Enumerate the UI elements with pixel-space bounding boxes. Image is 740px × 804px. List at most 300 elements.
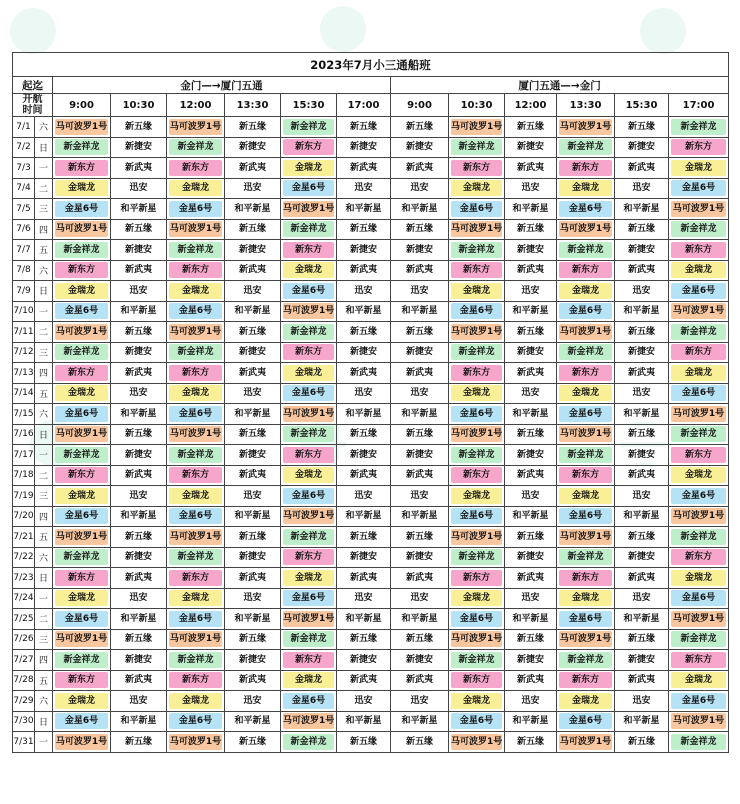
ship-name: 金星6号 (559, 508, 612, 524)
ship-name: 新武夷 (113, 160, 164, 176)
ship-name: 金瑞龙 (671, 365, 726, 381)
ferry-cell (281, 732, 337, 753)
ferry-cell (225, 568, 281, 589)
ferry-cell (391, 342, 449, 363)
ferry-cell (225, 609, 281, 630)
departure-time-header: 13:30 (557, 94, 615, 117)
ship-name: 和平新星 (507, 713, 554, 729)
ferry-cell (557, 178, 615, 199)
ship-name: 新五缘 (393, 324, 446, 340)
ship-name: 新东方 (55, 570, 108, 586)
ship-name: 新武夷 (507, 365, 554, 381)
ship-name: 马可波罗1号 (169, 221, 222, 237)
ferry-cell (111, 465, 167, 486)
ship-name: 和平新星 (393, 611, 446, 627)
ferry-cell (225, 137, 281, 158)
ship-name: 金星6号 (671, 693, 726, 709)
ferry-cell (281, 629, 337, 650)
ferry-cell (281, 404, 337, 425)
ship-name: 新金祥龙 (671, 119, 726, 135)
ship-name: 马可波罗1号 (169, 734, 222, 750)
ferry-cell (281, 322, 337, 343)
ship-name: 新武夷 (339, 672, 388, 688)
ferry-cell (281, 547, 337, 568)
schedule-row (13, 732, 729, 753)
ship-name: 和平新星 (617, 201, 666, 217)
ship-name: 迅安 (507, 180, 554, 196)
ship-name: 迅安 (617, 693, 666, 709)
ferry-cell (225, 486, 281, 507)
ferry-cell (53, 260, 111, 281)
ship-name: 新金祥龙 (55, 549, 108, 565)
ship-name: 新金祥龙 (283, 529, 334, 545)
date-cell: 7/13 (13, 363, 35, 384)
ferry-cell (557, 527, 615, 548)
ship-name: 新捷安 (113, 139, 164, 155)
ferry-cell (391, 445, 449, 466)
ship-name: 新金祥龙 (283, 734, 334, 750)
ship-name: 新武夷 (507, 672, 554, 688)
ferry-cell (615, 424, 669, 445)
ship-name: 新金祥龙 (671, 324, 726, 340)
ferry-cell (281, 158, 337, 179)
ship-name: 新五缘 (113, 119, 164, 135)
ferry-cell (281, 363, 337, 384)
ship-name: 迅安 (393, 693, 446, 709)
ferry-cell (53, 711, 111, 732)
ferry-cell (505, 301, 557, 322)
ship-name: 金瑞龙 (55, 180, 108, 196)
departure-time-header: 17:00 (337, 94, 391, 117)
ship-name: 新武夷 (507, 570, 554, 586)
ferry-cell (281, 609, 337, 630)
ship-name: 新金祥龙 (451, 344, 502, 360)
ferry-cell (669, 301, 729, 322)
ferry-cell (53, 424, 111, 445)
ferry-cell (111, 711, 167, 732)
ship-name: 马可波罗1号 (55, 734, 108, 750)
ship-name: 和平新星 (507, 201, 554, 217)
ship-name: 新武夷 (227, 570, 278, 586)
ferry-cell (391, 711, 449, 732)
ship-name: 新捷安 (113, 344, 164, 360)
ferry-cell (167, 424, 225, 445)
schedule-row (13, 383, 729, 404)
ferry-cell (615, 137, 669, 158)
ship-name: 新金祥龙 (169, 652, 222, 668)
ferry-cell (505, 137, 557, 158)
ferry-cell (505, 260, 557, 281)
ferry-cell (337, 137, 391, 158)
ship-name: 新东方 (55, 160, 108, 176)
ferry-cell (615, 240, 669, 261)
ferry-cell (337, 260, 391, 281)
ship-name: 新五缘 (113, 734, 164, 750)
ship-name: 新金祥龙 (55, 242, 108, 258)
ship-name: 新捷安 (507, 447, 554, 463)
ship-name: 新武夷 (507, 160, 554, 176)
ferry-cell (391, 568, 449, 589)
ship-name: 新五缘 (339, 631, 388, 647)
ferry-cell (669, 137, 729, 158)
ferry-cell (505, 465, 557, 486)
ferry-cell (281, 117, 337, 138)
ferry-cell (615, 691, 669, 712)
ship-name: 新金祥龙 (55, 652, 108, 668)
weekday-cell: 三 (35, 486, 53, 507)
ship-name: 金瑞龙 (55, 488, 108, 504)
ferry-cell (557, 670, 615, 691)
ship-name: 新东方 (169, 467, 222, 483)
ship-name: 迅安 (227, 693, 278, 709)
departure-time-header: 13:30 (225, 94, 281, 117)
ship-name: 新金祥龙 (671, 426, 726, 442)
ship-name: 金瑞龙 (283, 262, 334, 278)
ferry-cell (337, 650, 391, 671)
schedule-row (13, 199, 729, 220)
ship-name: 新捷安 (339, 242, 388, 258)
ship-name: 新捷安 (339, 139, 388, 155)
weekday-cell: 二 (35, 322, 53, 343)
ship-name: 新捷安 (393, 344, 446, 360)
ship-name: 新东方 (671, 344, 726, 360)
ship-name: 马可波罗1号 (671, 201, 726, 217)
ship-name: 金星6号 (169, 508, 222, 524)
ferry-cell (167, 588, 225, 609)
ferry-cell (167, 445, 225, 466)
departure-time-header: 9:00 (391, 94, 449, 117)
ship-name: 马可波罗1号 (559, 221, 612, 237)
ship-name: 新捷安 (339, 344, 388, 360)
ferry-cell (615, 568, 669, 589)
ferry-cell (557, 547, 615, 568)
ship-name: 新武夷 (113, 262, 164, 278)
ship-name: 金星6号 (169, 406, 222, 422)
ferry-cell (449, 281, 505, 302)
ferry-cell (615, 609, 669, 630)
schedule-row (13, 158, 729, 179)
ferry-cell (449, 445, 505, 466)
ship-name: 新金祥龙 (559, 447, 612, 463)
ship-name: 新捷安 (617, 549, 666, 565)
ship-name: 金星6号 (671, 488, 726, 504)
ferry-cell (505, 506, 557, 527)
weekday-cell: 三 (35, 342, 53, 363)
weekday-cell: 五 (35, 670, 53, 691)
ship-name: 新捷安 (617, 652, 666, 668)
ferry-cell (281, 486, 337, 507)
date-cell: 7/3 (13, 158, 35, 179)
ship-name: 马可波罗1号 (283, 303, 334, 319)
ferry-cell (669, 158, 729, 179)
page-title: 2023年7月小三通船班 (13, 53, 729, 77)
ferry-cell (281, 219, 337, 240)
ship-name: 新金祥龙 (55, 344, 108, 360)
ship-name: 新金祥龙 (451, 652, 502, 668)
ship-name: 和平新星 (393, 303, 446, 319)
ferry-cell (53, 240, 111, 261)
ship-name: 迅安 (339, 180, 388, 196)
ferry-cell (53, 137, 111, 158)
ferry-cell (615, 506, 669, 527)
ferry-cell (669, 568, 729, 589)
ship-name: 新捷安 (507, 139, 554, 155)
ship-name: 和平新星 (227, 611, 278, 627)
ship-name: 金瑞龙 (283, 570, 334, 586)
ship-name: 新东方 (451, 365, 502, 381)
ferry-cell (449, 732, 505, 753)
ship-name: 新捷安 (339, 549, 388, 565)
date-cell: 7/17 (13, 445, 35, 466)
ferry-cell (669, 424, 729, 445)
ferry-cell (391, 588, 449, 609)
schedule-row (13, 404, 729, 425)
ship-name: 新五缘 (393, 734, 446, 750)
ship-name: 金星6号 (451, 508, 502, 524)
ship-name: 新武夷 (227, 672, 278, 688)
ship-name: 新东方 (451, 570, 502, 586)
date-cell: 7/21 (13, 527, 35, 548)
ship-name: 马可波罗1号 (55, 221, 108, 237)
ship-name: 金星6号 (169, 611, 222, 627)
ship-name: 新五缘 (617, 119, 666, 135)
ship-name: 金瑞龙 (559, 180, 612, 196)
schedule-row (13, 670, 729, 691)
ferry-cell (111, 506, 167, 527)
ship-name: 马可波罗1号 (451, 529, 502, 545)
ship-name: 新金祥龙 (169, 242, 222, 258)
date-cell: 7/9 (13, 281, 35, 302)
ferry-cell (615, 711, 669, 732)
ferry-cell (391, 178, 449, 199)
ship-name: 新捷安 (507, 242, 554, 258)
date-cell: 7/31 (13, 732, 35, 753)
ferry-cell (449, 363, 505, 384)
ferry-cell (505, 383, 557, 404)
ship-name: 新东方 (169, 365, 222, 381)
ferry-cell (53, 178, 111, 199)
ship-name: 金星6号 (451, 303, 502, 319)
weekday-cell: 一 (35, 158, 53, 179)
ship-name: 马可波罗1号 (451, 631, 502, 647)
ferry-cell (669, 240, 729, 261)
ferry-cell (615, 260, 669, 281)
ship-name: 新武夷 (507, 262, 554, 278)
schedule-row (13, 301, 729, 322)
ferry-cell (449, 609, 505, 630)
ferry-cell (615, 158, 669, 179)
ship-name: 和平新星 (339, 611, 388, 627)
ferry-cell (505, 404, 557, 425)
weekday-cell: 一 (35, 732, 53, 753)
weekday-cell: 四 (35, 219, 53, 240)
ferry-cell (225, 260, 281, 281)
ferry-cell (167, 486, 225, 507)
ship-name: 和平新星 (227, 713, 278, 729)
ferry-cell (225, 547, 281, 568)
departure-time-header: 10:30 (449, 94, 505, 117)
watermark-logo (640, 8, 686, 54)
ship-name: 新捷安 (227, 242, 278, 258)
ferry-cell (505, 363, 557, 384)
date-cell: 7/7 (13, 240, 35, 261)
ship-name: 新东方 (559, 262, 612, 278)
ship-name: 金瑞龙 (169, 693, 222, 709)
ferry-cell (669, 281, 729, 302)
ship-name: 马可波罗1号 (283, 713, 334, 729)
ship-name: 金星6号 (559, 713, 612, 729)
ferry-cell (167, 199, 225, 220)
ship-name: 金星6号 (283, 488, 334, 504)
ship-name: 新金祥龙 (671, 631, 726, 647)
ferry-cell (391, 199, 449, 220)
ferry-cell (111, 588, 167, 609)
watermark-logo (320, 6, 366, 52)
ship-name: 新东方 (671, 652, 726, 668)
ferry-cell (615, 301, 669, 322)
ship-name: 马可波罗1号 (559, 631, 612, 647)
ship-name: 新捷安 (113, 652, 164, 668)
ship-name: 金星6号 (559, 611, 612, 627)
ferry-cell (505, 568, 557, 589)
ship-name: 金瑞龙 (559, 590, 612, 606)
ferry-cell (505, 650, 557, 671)
ship-name: 新捷安 (507, 344, 554, 360)
weekday-cell: 三 (35, 629, 53, 650)
ship-name: 金瑞龙 (671, 160, 726, 176)
ferry-cell (615, 322, 669, 343)
ferry-cell (615, 465, 669, 486)
ferry-cell (337, 301, 391, 322)
schedule-row (13, 342, 729, 363)
ferry-cell (449, 547, 505, 568)
date-cell: 7/6 (13, 219, 35, 240)
ferry-cell (449, 240, 505, 261)
schedule-row (13, 178, 729, 199)
ship-name: 马可波罗1号 (55, 119, 108, 135)
ship-name: 金星6号 (451, 713, 502, 729)
ship-name: 新五缘 (227, 221, 278, 237)
ferry-cell (669, 527, 729, 548)
ferry-cell (53, 609, 111, 630)
ferry-cell (337, 342, 391, 363)
ferry-cell (391, 363, 449, 384)
ship-name: 金星6号 (55, 201, 108, 217)
ship-name: 新金祥龙 (451, 242, 502, 258)
ship-name: 新武夷 (113, 467, 164, 483)
ferry-cell (557, 588, 615, 609)
ferry-cell (669, 506, 729, 527)
schedule-row (13, 137, 729, 158)
ferry-cell (557, 281, 615, 302)
ship-name: 新武夷 (507, 467, 554, 483)
ship-name: 金瑞龙 (55, 385, 108, 401)
ferry-cell (111, 178, 167, 199)
ship-name: 新东方 (55, 262, 108, 278)
departure-time-header: 10:30 (111, 94, 167, 117)
ferry-cell (557, 322, 615, 343)
ship-name: 新五缘 (507, 221, 554, 237)
ferry-cell (337, 547, 391, 568)
schedule-row (13, 486, 729, 507)
ship-name: 迅安 (113, 180, 164, 196)
ferry-cell (111, 240, 167, 261)
ferry-cell (167, 178, 225, 199)
date-cell: 7/2 (13, 137, 35, 158)
ship-name: 金瑞龙 (169, 180, 222, 196)
ferry-cell (225, 588, 281, 609)
ship-name: 金星6号 (55, 406, 108, 422)
ferry-cell (449, 219, 505, 240)
ferry-cell (53, 547, 111, 568)
ship-name: 马可波罗1号 (559, 426, 612, 442)
date-cell: 7/24 (13, 588, 35, 609)
ship-name: 新金祥龙 (671, 734, 726, 750)
ferry-cell (669, 260, 729, 281)
ship-name: 新武夷 (227, 365, 278, 381)
ferry-cell (225, 199, 281, 220)
ship-name: 新武夷 (393, 365, 446, 381)
ferry-cell (449, 158, 505, 179)
ferry-cell (281, 342, 337, 363)
schedule-row (13, 322, 729, 343)
ship-name: 金星6号 (283, 590, 334, 606)
ferry-cell (167, 219, 225, 240)
ferry-cell (391, 486, 449, 507)
ferry-cell (53, 322, 111, 343)
ferry-cell (337, 117, 391, 138)
ferry-cell (449, 260, 505, 281)
ferry-cell (281, 199, 337, 220)
ferry-cell (167, 465, 225, 486)
ferry-cell (615, 363, 669, 384)
ferry-cell (53, 363, 111, 384)
ferry-cell (337, 588, 391, 609)
ship-name: 新五缘 (227, 529, 278, 545)
ship-name: 马可波罗1号 (451, 221, 502, 237)
ship-name: 和平新星 (227, 201, 278, 217)
ferry-cell (669, 691, 729, 712)
ferry-cell (615, 199, 669, 220)
ferry-cell (449, 527, 505, 548)
ship-name: 新武夷 (393, 672, 446, 688)
ship-name: 新金祥龙 (671, 221, 726, 237)
ferry-cell (111, 629, 167, 650)
ship-name: 迅安 (227, 283, 278, 299)
ferry-cell (505, 547, 557, 568)
ferry-cell (111, 424, 167, 445)
ferry-cell (557, 486, 615, 507)
ferry-cell (167, 506, 225, 527)
ferry-cell (449, 670, 505, 691)
ship-name: 新捷安 (393, 447, 446, 463)
ship-name: 金瑞龙 (169, 385, 222, 401)
ferry-cell (167, 629, 225, 650)
ship-name: 新捷安 (227, 139, 278, 155)
ferry-cell (391, 404, 449, 425)
ship-name: 新武夷 (227, 467, 278, 483)
ship-name: 新武夷 (617, 160, 666, 176)
ferry-cell (53, 465, 111, 486)
ship-name: 金星6号 (559, 303, 612, 319)
weekday-cell: 五 (35, 527, 53, 548)
date-cell: 7/19 (13, 486, 35, 507)
ferry-cell (337, 732, 391, 753)
ferry-cell (53, 691, 111, 712)
schedule-row (13, 363, 729, 384)
ship-name: 和平新星 (617, 303, 666, 319)
ferry-cell (391, 650, 449, 671)
